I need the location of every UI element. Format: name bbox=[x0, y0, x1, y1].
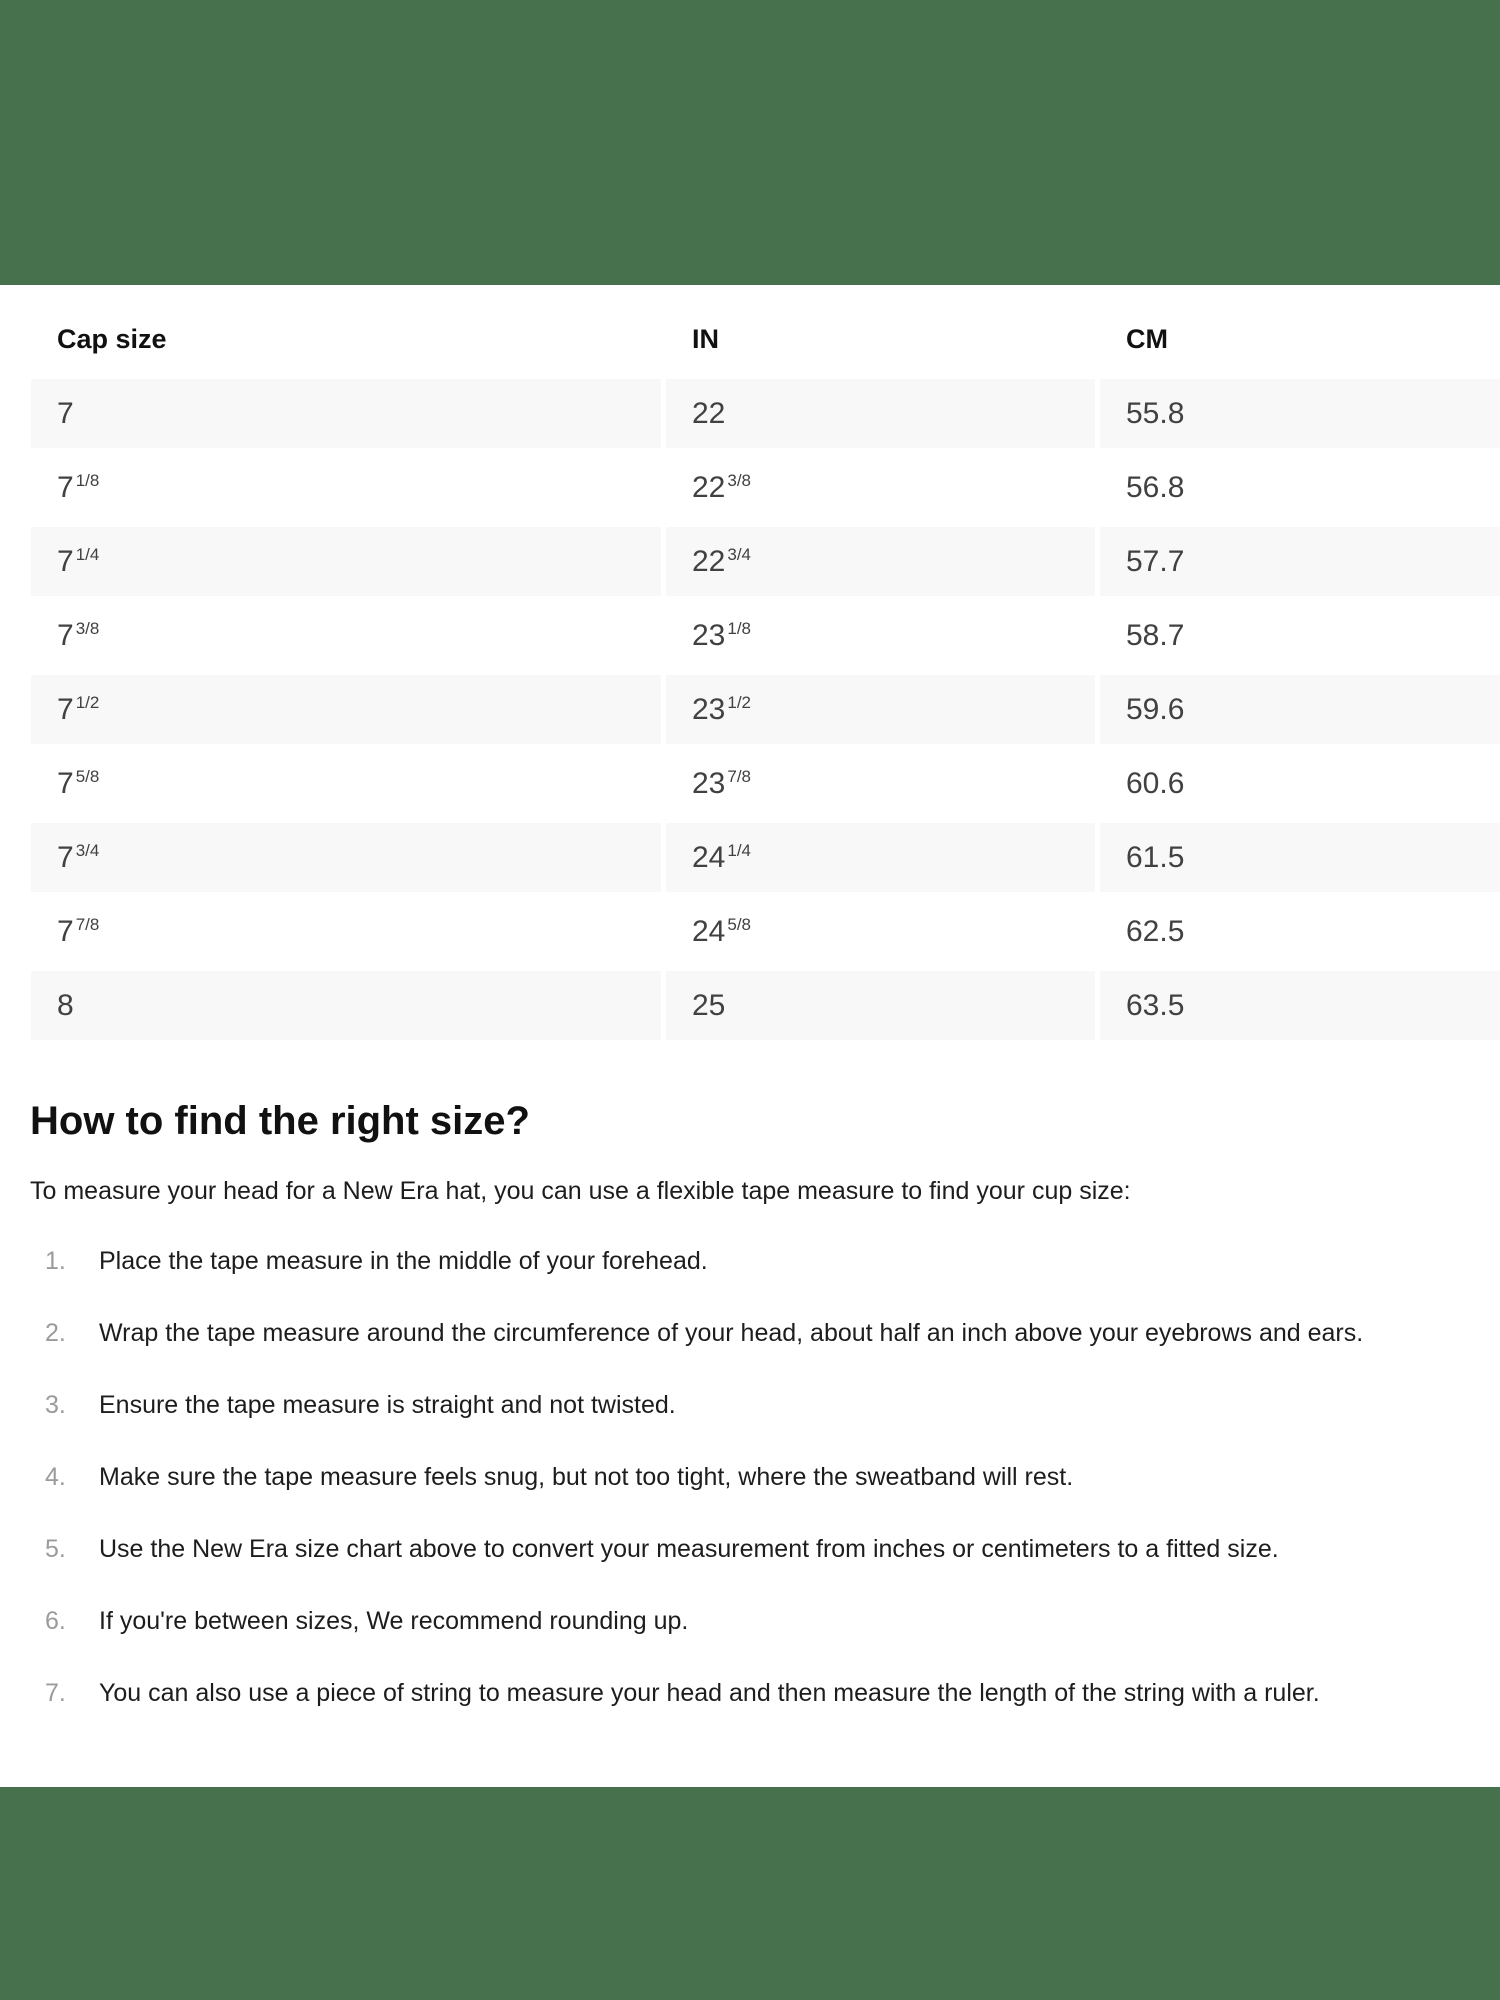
table-row bbox=[31, 971, 1500, 1040]
cap-size-cell bbox=[31, 601, 661, 670]
list-item bbox=[45, 1677, 1500, 1709]
inches-value: 23 bbox=[692, 692, 726, 726]
cap-size-value: 7 bbox=[57, 692, 74, 726]
table-row bbox=[31, 379, 1500, 448]
inches-cell bbox=[666, 601, 1095, 670]
fraction-superscript: 7/8 bbox=[75, 914, 100, 934]
table-row bbox=[31, 675, 1500, 744]
header-band bbox=[0, 0, 1500, 285]
step-number: 3. bbox=[45, 1391, 66, 1419]
inches-value: 23 bbox=[692, 618, 726, 652]
cm-cell: 57.7 bbox=[1100, 527, 1500, 596]
inches-value: 25 bbox=[692, 988, 726, 1022]
step-number: 1. bbox=[45, 1247, 66, 1275]
step-number: 7. bbox=[45, 1679, 66, 1707]
cap-size-cell bbox=[31, 453, 661, 522]
step-text: Make sure the tape measure feels snug, but not too tight, where the sweatband will rest. bbox=[99, 1463, 1074, 1491]
table-row bbox=[31, 453, 1500, 522]
footer-band bbox=[0, 1787, 1500, 2000]
cm-cell: 61.5 bbox=[1100, 823, 1500, 892]
cm-cell: 58.7 bbox=[1100, 601, 1500, 670]
cap-size-value: 7 bbox=[57, 766, 74, 800]
inches-value: 22 bbox=[692, 544, 726, 578]
cap-size-cell bbox=[31, 675, 661, 744]
inches-cell bbox=[666, 749, 1095, 818]
table-row bbox=[31, 897, 1500, 966]
fraction-superscript: 3/4 bbox=[75, 840, 100, 860]
cap-size-value: 7 bbox=[57, 618, 74, 652]
step-number: 5. bbox=[45, 1535, 66, 1563]
cm-cell: 63.5 bbox=[1100, 971, 1500, 1040]
fraction-superscript: 5/8 bbox=[727, 914, 752, 934]
column-header-cm: CM bbox=[1100, 305, 1500, 374]
list-item bbox=[45, 1533, 1500, 1565]
cap-size-value: 7 bbox=[57, 544, 74, 578]
fraction-superscript: 1/4 bbox=[75, 544, 100, 564]
table-header-row bbox=[31, 305, 1500, 374]
list-item bbox=[45, 1605, 1500, 1637]
inches-value: 24 bbox=[692, 914, 726, 948]
table-row bbox=[31, 601, 1500, 670]
fraction-superscript: 1/8 bbox=[75, 470, 100, 490]
fraction-superscript: 1/4 bbox=[727, 840, 752, 860]
table-row bbox=[31, 823, 1500, 892]
cap-size-value: 7 bbox=[57, 914, 74, 948]
column-header-in: IN bbox=[666, 305, 1095, 374]
cm-cell: 60.6 bbox=[1100, 749, 1500, 818]
step-text: Use the New Era size chart above to convert your measurement from inches or centimeters to a fitted size. bbox=[99, 1535, 1279, 1563]
cap-size-cell bbox=[31, 379, 661, 448]
cap-size-cell bbox=[31, 971, 661, 1040]
size-guide-content bbox=[0, 285, 1500, 1787]
step-text: If you're between sizes, We recommend rounding up. bbox=[99, 1607, 689, 1635]
inches-value: 22 bbox=[692, 396, 726, 430]
howto-steps-list bbox=[45, 1245, 1500, 1709]
fraction-superscript: 3/8 bbox=[75, 618, 100, 638]
step-number: 2. bbox=[45, 1319, 66, 1347]
cap-size-value: 7 bbox=[57, 396, 74, 430]
fraction-superscript: 1/2 bbox=[727, 692, 752, 712]
list-item bbox=[45, 1461, 1500, 1493]
cap-size-cell bbox=[31, 897, 661, 966]
cap-size-cell bbox=[31, 527, 661, 596]
cap-size-cell bbox=[31, 823, 661, 892]
fraction-superscript: 5/8 bbox=[75, 766, 100, 786]
step-text: Ensure the tape measure is straight and not twisted. bbox=[99, 1391, 676, 1419]
inches-cell bbox=[666, 453, 1095, 522]
inches-cell bbox=[666, 823, 1095, 892]
list-item bbox=[45, 1245, 1500, 1277]
cap-size-value: 8 bbox=[57, 988, 74, 1022]
inches-cell bbox=[666, 527, 1095, 596]
column-header-cap-size: Cap size bbox=[31, 305, 661, 374]
step-text: Wrap the tape measure around the circumference of your head, about half an inch above your eyebrows and ears. bbox=[99, 1319, 1364, 1347]
list-item bbox=[45, 1389, 1500, 1421]
step-text: You can also use a piece of string to measure your head and then measure the length of the string with a ruler. bbox=[99, 1679, 1320, 1707]
fraction-superscript: 1/2 bbox=[75, 692, 100, 712]
cap-size-cell bbox=[31, 749, 661, 818]
cm-cell: 55.8 bbox=[1100, 379, 1500, 448]
fraction-superscript: 7/8 bbox=[727, 766, 752, 786]
size-table bbox=[26, 300, 1500, 1045]
cap-size-value: 7 bbox=[57, 470, 74, 504]
cm-cell: 62.5 bbox=[1100, 897, 1500, 966]
fraction-superscript: 3/8 bbox=[727, 470, 752, 490]
cm-cell: 56.8 bbox=[1100, 453, 1500, 522]
inches-cell bbox=[666, 675, 1095, 744]
inches-value: 22 bbox=[692, 470, 726, 504]
table-row bbox=[31, 749, 1500, 818]
step-number: 4. bbox=[45, 1463, 66, 1491]
inches-value: 23 bbox=[692, 766, 726, 800]
inches-cell bbox=[666, 971, 1095, 1040]
cm-cell: 59.6 bbox=[1100, 675, 1500, 744]
inches-cell bbox=[666, 379, 1095, 448]
fraction-superscript: 1/8 bbox=[727, 618, 752, 638]
step-text: Place the tape measure in the middle of your forehead. bbox=[99, 1247, 708, 1275]
cap-size-value: 7 bbox=[57, 840, 74, 874]
fraction-superscript: 3/4 bbox=[727, 544, 752, 564]
howto-heading: How to find the right size? bbox=[30, 1099, 530, 1143]
howto-intro: To measure your head for a New Era hat, you can use a flexible tape measure to find your cup size: bbox=[30, 1177, 1131, 1205]
inches-value: 24 bbox=[692, 840, 726, 874]
step-number: 6. bbox=[45, 1607, 66, 1635]
list-item bbox=[45, 1317, 1500, 1349]
table-row bbox=[31, 527, 1500, 596]
inches-cell bbox=[666, 897, 1095, 966]
